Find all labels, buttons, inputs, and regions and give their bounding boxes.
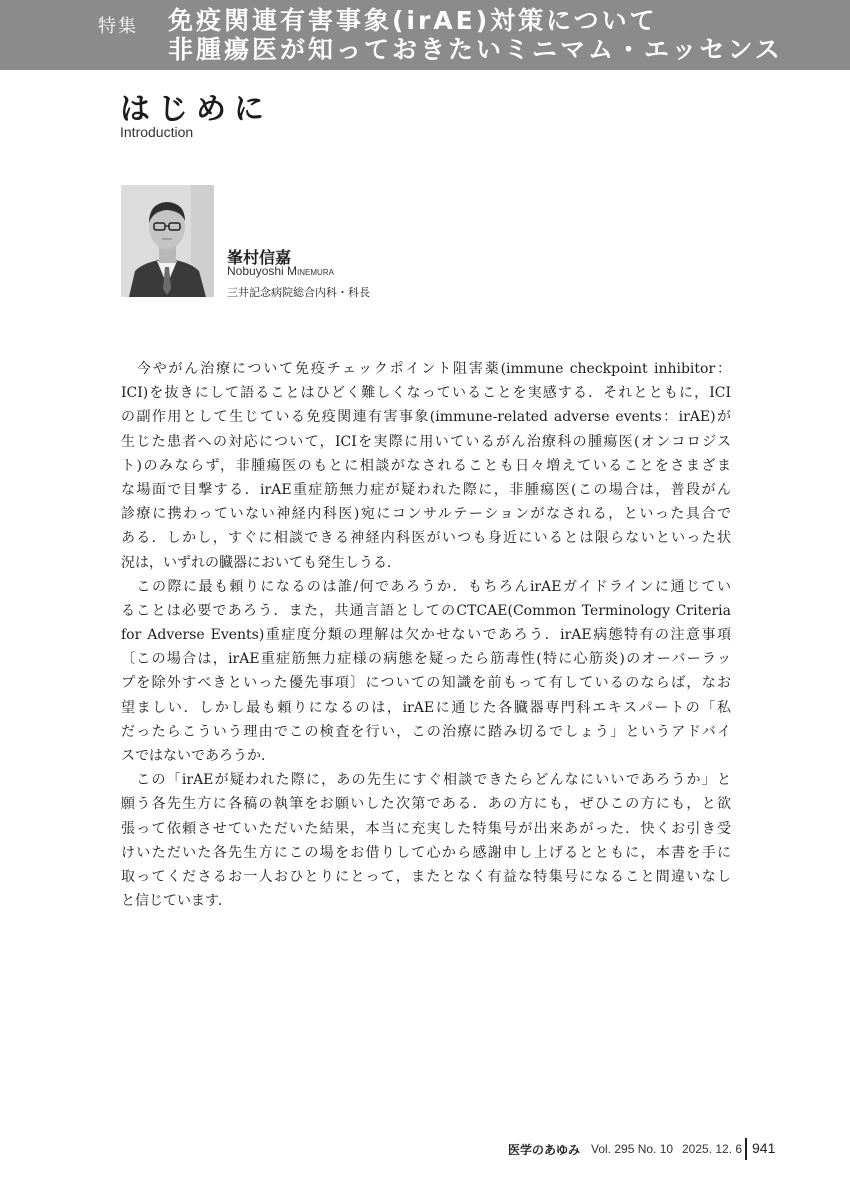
author-name-en: Nobuyoshi Minemura: [227, 264, 334, 278]
body-line: ることは必要であろう．また，共通言語としてのCTCAE(Common Terminology Criteria: [121, 602, 731, 619]
body-line: 診療に携わっていない神経内科医)宛にコンサルテーションがなされる，といった具合で: [121, 506, 731, 523]
journal-name: 医学のあゆみ: [508, 1143, 581, 1157]
journal-volume: Vol. 295 No. 10: [591, 1142, 674, 1156]
author-photo: [121, 185, 214, 297]
body-line: 張って依頼させていただいた結果，本当に充実した特集号が出来あがった．快くお引き受: [121, 820, 731, 837]
body-line: な場面で目撃する．irAE重症筋無力症が疑われた際に，非腫瘍医(この場合は，普段がん: [121, 481, 731, 498]
author-portrait-icon: [121, 185, 214, 297]
body-line: けいただいた各先生方にこの場をお借りして心から感謝申し上げるとともに，本書を手に: [121, 844, 731, 861]
body-line: 今やがん治療について免疫チェックポイント阻害薬(immune checkpoint inhibitor：: [121, 361, 731, 377]
body-line: 望ましい．しかし最も頼りになるのは，irAEに通じた各臓器専門科エキスパートの「私: [121, 699, 731, 716]
footer-divider: [745, 1138, 747, 1160]
body-line: ト)のみならず，非腫瘍医のもとに相談がなされることも日々増えていることをさまざま: [121, 457, 731, 474]
section-subtitle: Introduction: [120, 124, 194, 140]
body-line: の副作用として生じている免疫関連有害事象(immune-related adverse events：irAE)が: [121, 409, 731, 426]
feature-label: 特集: [98, 16, 138, 37]
author-affiliation: 三井記念病院総合内科・科長: [227, 286, 370, 299]
body-line: この際に最も頼りになるのは誰/何であろうか．もちろんirAEガイドラインに通じてい: [121, 578, 731, 595]
body-line: ICI)を抜きにして語ることはひどく難しくなっていることを実感する．それとともに，ICI: [121, 385, 731, 402]
header-banner: [0, 0, 850, 70]
issue-date: 2025. 12. 6: [682, 1142, 743, 1156]
body-line: と信じています．: [121, 893, 232, 910]
body-line: for Adverse Events)重症度分類の理解は欠かせないであろう．irAE病態特有の注意事項: [121, 627, 731, 644]
body-line: スではないであろうか．: [121, 748, 275, 764]
section-title: はじめに: [120, 92, 272, 127]
body-line: 況は，いずれの臓器においても発生しうる．: [121, 554, 401, 571]
page-number: 941: [752, 1140, 776, 1156]
feature-title-line-1: 免疫関連有害事象(irAE)対策について: [168, 6, 658, 35]
body-line: 願う各先生方に各稿の執筆をお願いした次第である．あの方にも，ぜひこの方にも，と欲: [121, 796, 731, 813]
feature-title: [168, 6, 783, 64]
feature-title-line-2: 非腫瘍医が知っておきたいミニマム・エッセンス: [168, 35, 783, 64]
body-line: だったらこういう理由でこの検査を行い，この治療に踏み切るでしょう」というアドバイ: [121, 723, 731, 740]
body-line: プを除外すべきといった優先事項〕についての知識を前もって有しているのならば，なお: [121, 675, 731, 692]
body-line: この「irAEが疑われた際に，あの先生にすぐ相談できたらどんなにいいであろうか」と: [121, 772, 731, 789]
body-line: ある．しかし，すぐに相談できる神経内科医がいつも身近にいるとは限らないといった状: [121, 530, 731, 547]
body-line: 生じた患者への対応について，ICIを実際に用いているがん治療科の腫瘍医(オンコロジス: [121, 433, 731, 450]
body-line: 取ってくださるお一人おひとりにとって，またとなく有益な特集号になること間違いなし: [121, 868, 731, 885]
author-name: 峯村信嘉: [227, 248, 292, 267]
body-text: [121, 357, 731, 913]
body-line: 〔この場合は，irAE重症筋無力症様の病態を疑ったら筋毒性(特に心筋炎)のオーバーラッ: [121, 651, 731, 668]
